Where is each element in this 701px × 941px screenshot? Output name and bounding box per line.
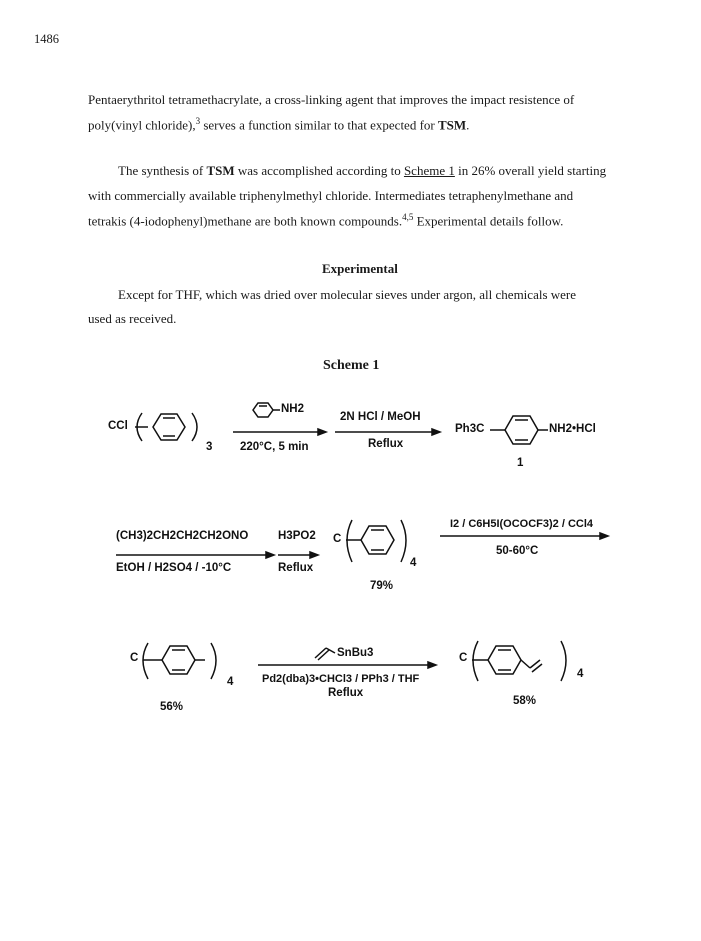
para1-line1: Pentaerythritol tetramethacrylate, a cross-linking agent that improves the impact resistence of xyxy=(88,92,575,107)
para2-line3-pre: tetrakis (4-iodophenyl)methane are both known compounds. xyxy=(88,213,403,229)
para2-line1-mid: was accomplished according to xyxy=(234,163,404,178)
para2-line1-pre: The synthesis of xyxy=(118,163,207,178)
reagent-alkyl-nitrite: (CH3)2CH2CH2CH2ONO xyxy=(116,530,249,542)
experimental-heading: Experimental xyxy=(322,261,398,276)
central-carbon-4: C xyxy=(459,652,468,664)
reagent-h3po2: H3PO2 xyxy=(278,530,316,542)
phenyl-count-4b: 4 xyxy=(227,676,234,688)
reflux-1: Reflux xyxy=(368,438,404,450)
paren-right-1 xyxy=(192,413,197,441)
nh2-label: NH2 xyxy=(281,403,305,415)
reflux-2: Reflux xyxy=(278,562,314,574)
paren-left-2 xyxy=(347,520,352,562)
vinyl-group xyxy=(521,660,530,668)
citation-3[interactable]: 3 xyxy=(195,116,201,126)
tsm-abbrev: TSM xyxy=(438,117,467,133)
yield-56: 56% xyxy=(160,701,184,713)
tsm-abbrev-2: TSM xyxy=(206,163,235,178)
scheme-title: Scheme 1 xyxy=(323,358,380,373)
phenyl-count-3: 3 xyxy=(206,441,213,453)
page-number: 1486 xyxy=(34,32,59,46)
period: . xyxy=(466,117,470,133)
para2-line3-end: Experimental details follow. xyxy=(413,213,564,229)
amine-hcl-label: NH2•HCl xyxy=(549,423,596,435)
scheme-1-link[interactable]: Scheme 1 xyxy=(403,163,455,178)
catalyst-conditions: Pd2(dba)3•CHCl3 / PPh3 / THF xyxy=(262,673,420,685)
yield-58: 58% xyxy=(513,695,537,707)
aniline-ring xyxy=(253,403,273,417)
yield-79: 79% xyxy=(370,580,394,592)
paren-right-2 xyxy=(401,520,406,562)
snbu3-label: SnBu3 xyxy=(337,647,374,659)
para1-line2-text: poly(vinyl chloride), xyxy=(88,117,196,133)
para2-line1-end: in 26% overall yield starting xyxy=(454,163,607,178)
conditions-iodination: 50-60°C xyxy=(496,545,539,557)
reagent-iodination: I2 / C6H5I(OCOCF3)2 / CCl4 xyxy=(450,518,594,530)
compound-number-1: 1 xyxy=(517,457,524,469)
conditions-diazotization: EtOH / H2SO4 / -10°C xyxy=(116,562,232,574)
para3-line2: used as received. xyxy=(88,311,177,326)
conditions-1: 220°C, 5 min xyxy=(240,441,309,453)
para2-line2: with commercially available triphenylmethyl chloride. Intermediates tetraphenylmethane and xyxy=(88,188,574,203)
citation-4-5[interactable]: 4,5 xyxy=(402,212,414,222)
para3-line1: Except for THF, which was dried over molecular sieves under argon, all chemicals were xyxy=(118,287,577,302)
central-carbon-2: C xyxy=(333,533,342,545)
vinyl-double-bond xyxy=(315,648,326,658)
paren-right-3 xyxy=(211,643,216,679)
para1-line2-mid: serves a function similar to that expected for xyxy=(200,117,438,133)
paren-right-4 xyxy=(561,641,566,681)
reflux-3: Reflux xyxy=(328,687,364,699)
reagent-hcl-meoh: 2N HCl / MeOH xyxy=(340,411,421,423)
paren-left-4 xyxy=(473,641,478,681)
ccl-label: CCl xyxy=(108,420,128,432)
phenyl-count-4a: 4 xyxy=(410,557,417,569)
ph3c-label: Ph3C xyxy=(455,423,485,435)
paren-left-3 xyxy=(143,643,148,679)
central-carbon-3: C xyxy=(130,652,139,664)
phenyl-count-4c: 4 xyxy=(577,668,584,680)
